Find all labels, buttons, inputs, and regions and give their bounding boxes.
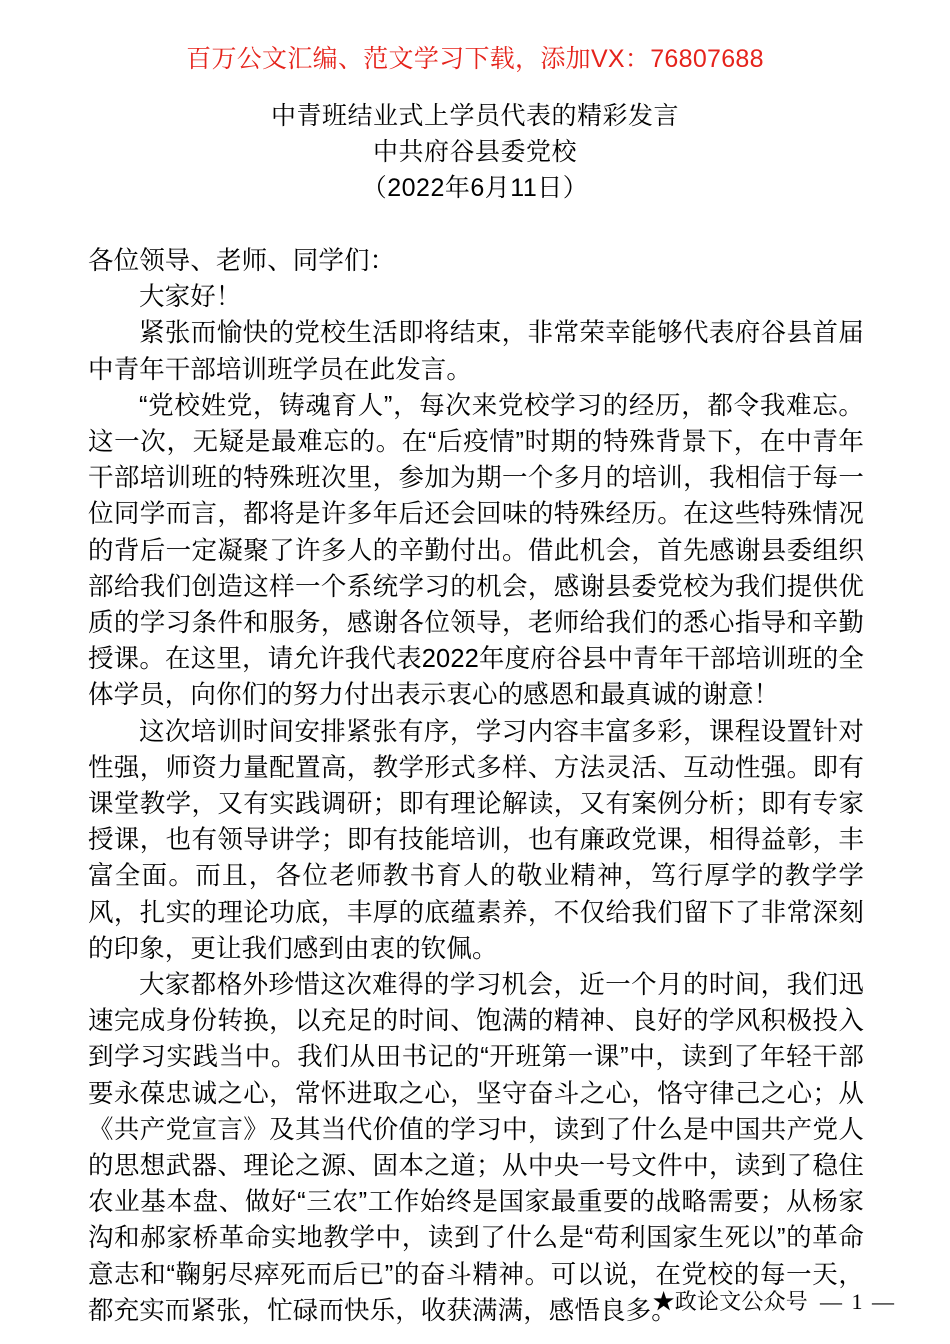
footer-brand-label: ★政论文公众号	[652, 1289, 808, 1314]
paragraph-salutation: 各位领导、老师、同学们：	[88, 247, 396, 275]
document-title: 中青班结业式上学员代表的精彩发言	[270, 102, 679, 130]
paragraph-learning: 大家都格外珍惜这次难得的学习机会，近一个月的时间，我们迅速完成身份转换，以充足的时间、饱满的精神、良好的学风积极投入到学习实践当中。我们从田书记的“开班第一课”中，读到了年轻干部要永葆忠诚之心，常怀进取之心，坚守奋斗之心，恪守律己之心；从《共产党宣言》及其当代价值的学习中，读到了什么是中国共产党人的思想武器、理论之源、固本之道；从中央一号文件中，读到了稳住农业基本盘、做好“三农”工作始终是国家最重要的战略需要；从杨家沟和郝家桥革命实地教学中，读到了什么是“苟利国家生死以”的革命意志和“鞠躬尽瘁死而后已”的奋斗精神。可以说，在党校的每一天，都充实而紧张，忙碌而快乐，收获满满，感悟良多。	[88, 971, 864, 1325]
document-organization: 中共府谷县委党校	[372, 138, 577, 166]
document-body	[88, 243, 864, 1329]
promo-banner: 百万公文汇编、范文学习下载，添加VX：76807688	[186, 45, 764, 73]
page-number: — 1 —	[820, 1289, 896, 1314]
title-block	[0, 98, 950, 206]
paragraph-greeting: 大家好！	[139, 283, 242, 312]
document-date: （2022年6月11日）	[361, 174, 589, 202]
paragraph-opening: 紧张而愉快的党校生活即将结束，非常荣幸能够代表府谷县首届中青年干部培训班学员在此发言。	[88, 319, 864, 384]
paragraph-curriculum: 这次培训时间安排紧张有序，学习内容丰富多彩，课程设置针对性强，师资力量配置高，教学形式多样、方法灵活、互动性强。即有课堂教学，又有实践调研；即有理论解读，又有案例分析；即有专家授课，也有领导讲学；即有技能培训，也有廉政党课，相得益彰，丰富全面。而且，各位老师教书育人的敬业精神，笃行厚学的教学学风，扎实的理论功底，丰厚的底蕴素养，不仅给我们留下了非常深刻的印象，更让我们感到由衷的钦佩。	[88, 717, 864, 963]
footer-inner	[653, 1288, 896, 1316]
paragraph-gratitude: “党校姓党，铸魂育人”，每次来党校学习的经历，都令我难忘。这一次，无疑是最难忘的。在“后疫情”时期的特殊背景下，在中青年干部培训班的特殊班次里，参加为期一个多月的培训，我相信于每一位同学而言，都将是许多年后还会回味的特殊经历。在这些特殊情况的背后一定凝聚了许多人的辛勤付出。借此机会，首先感谢县委组织部给我们创造这样一个系统学习的机会，感谢县委党校为我们提供优质的学习条件和服务，感谢各位领导，老师给我们的悉心指导和辛勤授课。在这里，请允许我代表2022年度府谷县中青年干部培训班的全体学员，向你们的努力付出表示衷心的感恩和最真诚的谢意！	[88, 391, 864, 710]
page-footer	[0, 1288, 950, 1328]
